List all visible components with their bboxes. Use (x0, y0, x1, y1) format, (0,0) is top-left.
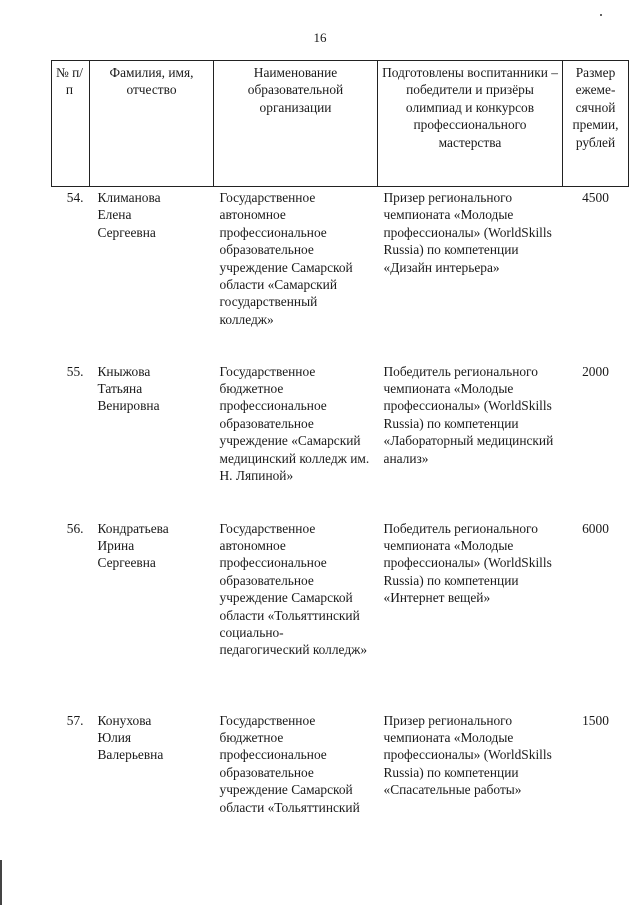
header-award: Подготовлены воспитанники – победители и призёры олимпиад и конкурсов профессионального мастерства (378, 61, 563, 187)
row-org: Государственное автономное профессиональное образовательное учреждение Самарской области «Самарский государственный колледж» (219, 190, 353, 327)
scan-speck (600, 14, 602, 16)
row-prize: 4500 (582, 190, 609, 205)
first-name: Ирина (97, 537, 135, 553)
first-name: Елена (97, 207, 132, 223)
patronymic: Сергеевна (97, 555, 156, 571)
row-num: 57. (66, 712, 84, 728)
row-name (90, 187, 214, 361)
row-num: 56. (66, 520, 84, 536)
row-award: Призер регионального чемпионата «Молодые профессионалы» (WorldSkills Russia) по компетенции «Дизайн интерьера» (383, 190, 552, 275)
row-name (90, 710, 214, 840)
table-row (52, 710, 629, 840)
row-org: Государственное бюджетное профессиональное образовательное учреждение «Самарский медицинский колледж им. Н. Ляпиной» (219, 363, 370, 483)
row-org: Государственное автономное профессиональное образовательное учреждение Самарской области «Тольяттинский социально-педагогический колледж» (219, 520, 368, 658)
row-prize: 1500 (582, 712, 609, 728)
header-prize: Размер ежеме-сячной премии, рублей (563, 61, 629, 187)
row-name (90, 361, 214, 518)
first-name: Татьяна (97, 380, 143, 396)
surname: Климанова (97, 190, 161, 205)
first-name: Юлия (97, 729, 132, 745)
patronymic: Валерьевна (97, 747, 164, 763)
header-num: № п/п (52, 61, 90, 187)
row-num: 54. (66, 190, 84, 205)
surname: Кондратьева (97, 520, 169, 536)
row-prize: 2000 (582, 363, 609, 379)
surname: Конухова (97, 712, 152, 728)
scan-edge (0, 860, 2, 905)
row-name (90, 518, 214, 710)
header-org: Наименование образовательной организации (214, 61, 378, 187)
row-award: Победитель регионального чемпионата «Молодые профессионалы» (WorldSkills Russia) по компетенции «Интернет вещей» (383, 520, 552, 606)
header-name: Фамилия, имя, отчество (90, 61, 214, 187)
table-row (52, 361, 629, 518)
page-number: 16 (313, 30, 327, 45)
patronymic: Венировна (97, 398, 160, 414)
table-row (52, 187, 629, 361)
row-num: 55. (66, 363, 84, 379)
awards-table (51, 60, 629, 840)
table-header-row (52, 61, 629, 187)
row-prize: 6000 (582, 520, 609, 536)
surname: Кныжова (97, 363, 151, 379)
row-award: Победитель регионального чемпионата «Молодые профессионалы» (WorldSkills Russia) по компетенции «Лабораторный медицинский анализ» (383, 363, 554, 466)
table-row (52, 518, 629, 710)
row-org: Государственное бюджетное профессиональное образовательное учреждение Самарской области «Тольяттинский (219, 712, 360, 815)
row-award: Призер регионального чемпионата «Молодые профессионалы» (WorldSkills Russia) по компетенции «Спасательные работы» (383, 712, 552, 798)
patronymic: Сергеевна (97, 224, 156, 240)
